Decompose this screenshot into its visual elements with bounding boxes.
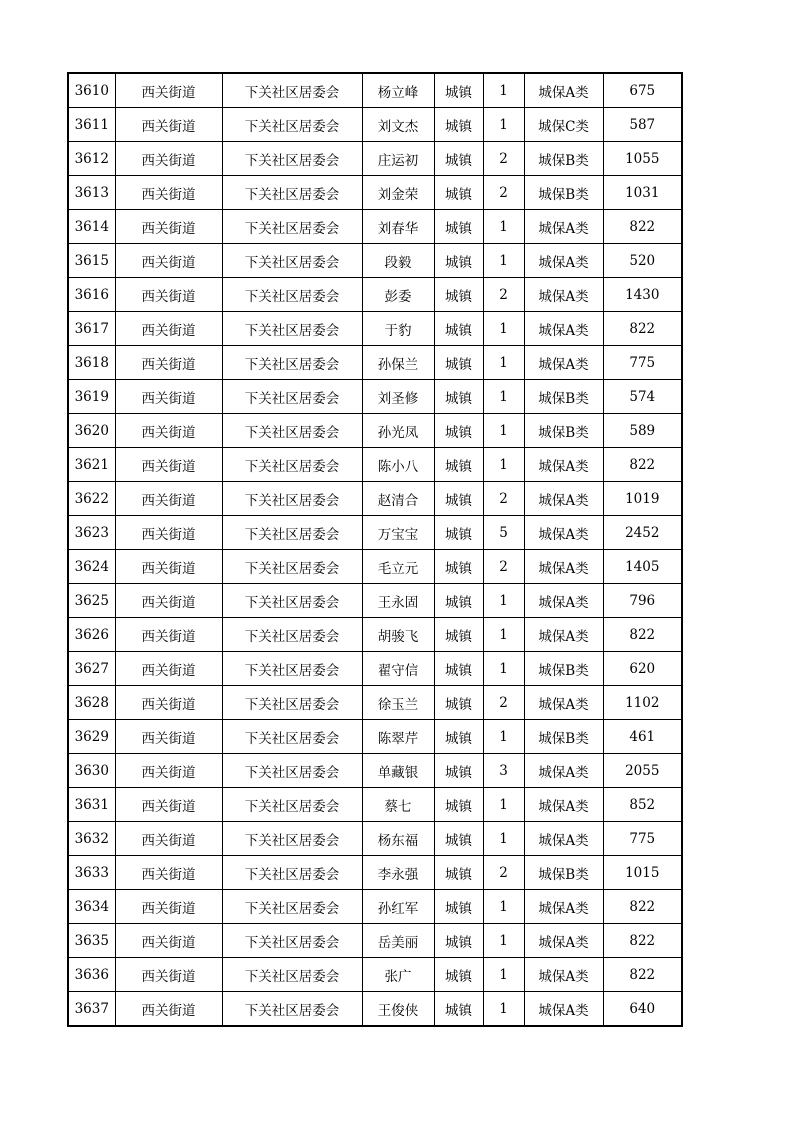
name-cell: 刘金荣 xyxy=(362,176,434,210)
name-cell: 张广 xyxy=(362,958,434,992)
amount-cell: 822 xyxy=(603,618,682,652)
household-count-cell: 1 xyxy=(483,652,524,686)
insurance-category-cell: 城保B类 xyxy=(524,720,603,754)
insurance-category-cell: 城保B类 xyxy=(524,414,603,448)
subdistrict-cell: 西关街道 xyxy=(115,142,222,176)
subdistrict-cell: 西关街道 xyxy=(115,822,222,856)
household-count-cell: 1 xyxy=(483,244,524,278)
household-count-cell: 1 xyxy=(483,414,524,448)
community-cell: 下关社区居委会 xyxy=(222,210,362,244)
household-count-cell: 1 xyxy=(483,788,524,822)
name-cell: 陈小八 xyxy=(362,448,434,482)
row-number-cell: 3630 xyxy=(68,754,115,788)
row-number-cell: 3611 xyxy=(68,108,115,142)
table-row xyxy=(68,856,682,890)
household-count-cell: 1 xyxy=(483,73,524,108)
table-row xyxy=(68,924,682,958)
data-table xyxy=(67,72,683,1027)
insurance-category-cell: 城保A类 xyxy=(524,73,603,108)
row-number-cell: 3615 xyxy=(68,244,115,278)
amount-cell: 796 xyxy=(603,584,682,618)
amount-cell: 1031 xyxy=(603,176,682,210)
area-type-cell: 城镇 xyxy=(434,958,483,992)
household-count-cell: 1 xyxy=(483,380,524,414)
table-row xyxy=(68,448,682,482)
subdistrict-cell: 西关街道 xyxy=(115,958,222,992)
community-cell: 下关社区居委会 xyxy=(222,720,362,754)
household-count-cell: 1 xyxy=(483,924,524,958)
name-cell: 段毅 xyxy=(362,244,434,278)
household-count-cell: 1 xyxy=(483,448,524,482)
community-cell: 下关社区居委会 xyxy=(222,516,362,550)
name-cell: 徐玉兰 xyxy=(362,686,434,720)
insurance-category-cell: 城保A类 xyxy=(524,312,603,346)
row-number-cell: 3622 xyxy=(68,482,115,516)
subdistrict-cell: 西关街道 xyxy=(115,73,222,108)
community-cell: 下关社区居委会 xyxy=(222,73,362,108)
subdistrict-cell: 西关街道 xyxy=(115,856,222,890)
insurance-category-cell: 城保A类 xyxy=(524,992,603,1027)
subdistrict-cell: 西关街道 xyxy=(115,788,222,822)
subdistrict-cell: 西关街道 xyxy=(115,652,222,686)
community-cell: 下关社区居委会 xyxy=(222,754,362,788)
table-row xyxy=(68,754,682,788)
subdistrict-cell: 西关街道 xyxy=(115,312,222,346)
amount-cell: 822 xyxy=(603,312,682,346)
amount-cell: 822 xyxy=(603,958,682,992)
subdistrict-cell: 西关街道 xyxy=(115,924,222,958)
table-row xyxy=(68,822,682,856)
name-cell: 李永强 xyxy=(362,856,434,890)
community-cell: 下关社区居委会 xyxy=(222,482,362,516)
table-row xyxy=(68,414,682,448)
row-number-cell: 3635 xyxy=(68,924,115,958)
insurance-category-cell: 城保A类 xyxy=(524,550,603,584)
amount-cell: 822 xyxy=(603,924,682,958)
insurance-category-cell: 城保A类 xyxy=(524,278,603,312)
area-type-cell: 城镇 xyxy=(434,346,483,380)
area-type-cell: 城镇 xyxy=(434,550,483,584)
amount-cell: 1102 xyxy=(603,686,682,720)
row-number-cell: 3626 xyxy=(68,618,115,652)
row-number-cell: 3616 xyxy=(68,278,115,312)
household-count-cell: 2 xyxy=(483,176,524,210)
area-type-cell: 城镇 xyxy=(434,754,483,788)
row-number-cell: 3624 xyxy=(68,550,115,584)
household-count-cell: 1 xyxy=(483,992,524,1027)
name-cell: 孙保兰 xyxy=(362,346,434,380)
household-count-cell: 2 xyxy=(483,142,524,176)
community-cell: 下关社区居委会 xyxy=(222,992,362,1027)
row-number-cell: 3621 xyxy=(68,448,115,482)
area-type-cell: 城镇 xyxy=(434,992,483,1027)
table-row xyxy=(68,516,682,550)
subdistrict-cell: 西关街道 xyxy=(115,516,222,550)
subdistrict-cell: 西关街道 xyxy=(115,890,222,924)
amount-cell: 1055 xyxy=(603,142,682,176)
amount-cell: 574 xyxy=(603,380,682,414)
community-cell: 下关社区居委会 xyxy=(222,686,362,720)
area-type-cell: 城镇 xyxy=(434,822,483,856)
household-count-cell: 2 xyxy=(483,686,524,720)
area-type-cell: 城镇 xyxy=(434,108,483,142)
table-row xyxy=(68,686,682,720)
community-cell: 下关社区居委会 xyxy=(222,890,362,924)
row-number-cell: 3614 xyxy=(68,210,115,244)
household-count-cell: 5 xyxy=(483,516,524,550)
row-number-cell: 3617 xyxy=(68,312,115,346)
table-row xyxy=(68,142,682,176)
community-cell: 下关社区居委会 xyxy=(222,652,362,686)
area-type-cell: 城镇 xyxy=(434,142,483,176)
insurance-category-cell: 城保A类 xyxy=(524,958,603,992)
subdistrict-cell: 西关街道 xyxy=(115,210,222,244)
name-cell: 刘文杰 xyxy=(362,108,434,142)
name-cell: 于豹 xyxy=(362,312,434,346)
household-count-cell: 2 xyxy=(483,278,524,312)
amount-cell: 640 xyxy=(603,992,682,1027)
row-number-cell: 3618 xyxy=(68,346,115,380)
subdistrict-cell: 西关街道 xyxy=(115,278,222,312)
amount-cell: 852 xyxy=(603,788,682,822)
table-row xyxy=(68,788,682,822)
table-row xyxy=(68,346,682,380)
household-count-cell: 1 xyxy=(483,108,524,142)
amount-cell: 520 xyxy=(603,244,682,278)
name-cell: 陈翠芹 xyxy=(362,720,434,754)
table-row xyxy=(68,618,682,652)
insurance-category-cell: 城保A类 xyxy=(524,482,603,516)
amount-cell: 2055 xyxy=(603,754,682,788)
community-cell: 下关社区居委会 xyxy=(222,618,362,652)
name-cell: 庄运初 xyxy=(362,142,434,176)
insurance-category-cell: 城保B类 xyxy=(524,380,603,414)
insurance-category-cell: 城保A类 xyxy=(524,754,603,788)
name-cell: 翟守信 xyxy=(362,652,434,686)
subdistrict-cell: 西关街道 xyxy=(115,686,222,720)
table-row xyxy=(68,958,682,992)
name-cell: 岳美丽 xyxy=(362,924,434,958)
subdistrict-cell: 西关街道 xyxy=(115,618,222,652)
household-count-cell: 1 xyxy=(483,312,524,346)
table-row xyxy=(68,73,682,108)
amount-cell: 461 xyxy=(603,720,682,754)
household-count-cell: 1 xyxy=(483,958,524,992)
subdistrict-cell: 西关街道 xyxy=(115,244,222,278)
amount-cell: 1430 xyxy=(603,278,682,312)
amount-cell: 775 xyxy=(603,822,682,856)
row-number-cell: 3627 xyxy=(68,652,115,686)
name-cell: 胡骏飞 xyxy=(362,618,434,652)
community-cell: 下关社区居委会 xyxy=(222,856,362,890)
table-row xyxy=(68,550,682,584)
row-number-cell: 3633 xyxy=(68,856,115,890)
amount-cell: 1015 xyxy=(603,856,682,890)
name-cell: 毛立元 xyxy=(362,550,434,584)
row-number-cell: 3631 xyxy=(68,788,115,822)
household-count-cell: 2 xyxy=(483,482,524,516)
row-number-cell: 3625 xyxy=(68,584,115,618)
table-row xyxy=(68,584,682,618)
row-number-cell: 3619 xyxy=(68,380,115,414)
table-row xyxy=(68,312,682,346)
table-row xyxy=(68,108,682,142)
household-count-cell: 2 xyxy=(483,856,524,890)
community-cell: 下关社区居委会 xyxy=(222,176,362,210)
insurance-category-cell: 城保B类 xyxy=(524,176,603,210)
subdistrict-cell: 西关街道 xyxy=(115,176,222,210)
row-number-cell: 3613 xyxy=(68,176,115,210)
insurance-category-cell: 城保A类 xyxy=(524,516,603,550)
area-type-cell: 城镇 xyxy=(434,890,483,924)
table-body xyxy=(68,73,682,1026)
area-type-cell: 城镇 xyxy=(434,176,483,210)
community-cell: 下关社区居委会 xyxy=(222,142,362,176)
area-type-cell: 城镇 xyxy=(434,686,483,720)
area-type-cell: 城镇 xyxy=(434,618,483,652)
table-row xyxy=(68,380,682,414)
household-count-cell: 1 xyxy=(483,890,524,924)
area-type-cell: 城镇 xyxy=(434,73,483,108)
community-cell: 下关社区居委会 xyxy=(222,278,362,312)
name-cell: 王永固 xyxy=(362,584,434,618)
subdistrict-cell: 西关街道 xyxy=(115,720,222,754)
subdistrict-cell: 西关街道 xyxy=(115,992,222,1027)
household-count-cell: 1 xyxy=(483,822,524,856)
insurance-category-cell: 城保B类 xyxy=(524,652,603,686)
amount-cell: 1019 xyxy=(603,482,682,516)
table-row xyxy=(68,992,682,1027)
table-row xyxy=(68,278,682,312)
row-number-cell: 3636 xyxy=(68,958,115,992)
row-number-cell: 3612 xyxy=(68,142,115,176)
amount-cell: 822 xyxy=(603,448,682,482)
area-type-cell: 城镇 xyxy=(434,924,483,958)
row-number-cell: 3610 xyxy=(68,73,115,108)
insurance-category-cell: 城保A类 xyxy=(524,210,603,244)
household-count-cell: 1 xyxy=(483,346,524,380)
table-row xyxy=(68,482,682,516)
row-number-cell: 3637 xyxy=(68,992,115,1027)
row-number-cell: 3632 xyxy=(68,822,115,856)
table-row xyxy=(68,890,682,924)
amount-cell: 2452 xyxy=(603,516,682,550)
amount-cell: 775 xyxy=(603,346,682,380)
name-cell: 杨东福 xyxy=(362,822,434,856)
household-count-cell: 1 xyxy=(483,210,524,244)
area-type-cell: 城镇 xyxy=(434,516,483,550)
row-number-cell: 3620 xyxy=(68,414,115,448)
community-cell: 下关社区居委会 xyxy=(222,958,362,992)
community-cell: 下关社区居委会 xyxy=(222,380,362,414)
subdistrict-cell: 西关街道 xyxy=(115,482,222,516)
amount-cell: 822 xyxy=(603,890,682,924)
community-cell: 下关社区居委会 xyxy=(222,924,362,958)
insurance-category-cell: 城保B类 xyxy=(524,856,603,890)
community-cell: 下关社区居委会 xyxy=(222,346,362,380)
household-count-cell: 1 xyxy=(483,618,524,652)
insurance-category-cell: 城保C类 xyxy=(524,108,603,142)
community-cell: 下关社区居委会 xyxy=(222,550,362,584)
amount-cell: 589 xyxy=(603,414,682,448)
subdistrict-cell: 西关街道 xyxy=(115,346,222,380)
table-row xyxy=(68,652,682,686)
insurance-category-cell: 城保A类 xyxy=(524,584,603,618)
community-cell: 下关社区居委会 xyxy=(222,448,362,482)
area-type-cell: 城镇 xyxy=(434,720,483,754)
row-number-cell: 3623 xyxy=(68,516,115,550)
area-type-cell: 城镇 xyxy=(434,448,483,482)
insurance-category-cell: 城保A类 xyxy=(524,890,603,924)
insurance-category-cell: 城保A类 xyxy=(524,822,603,856)
subdistrict-cell: 西关街道 xyxy=(115,380,222,414)
subdistrict-cell: 西关街道 xyxy=(115,108,222,142)
name-cell: 孙光凤 xyxy=(362,414,434,448)
subdistrict-cell: 西关街道 xyxy=(115,550,222,584)
area-type-cell: 城镇 xyxy=(434,788,483,822)
name-cell: 蔡七 xyxy=(362,788,434,822)
insurance-category-cell: 城保A类 xyxy=(524,346,603,380)
community-cell: 下关社区居委会 xyxy=(222,108,362,142)
table-row xyxy=(68,210,682,244)
insurance-category-cell: 城保A类 xyxy=(524,618,603,652)
name-cell: 王俊侠 xyxy=(362,992,434,1027)
insurance-category-cell: 城保A类 xyxy=(524,686,603,720)
community-cell: 下关社区居委会 xyxy=(222,312,362,346)
community-cell: 下关社区居委会 xyxy=(222,788,362,822)
table-row xyxy=(68,720,682,754)
area-type-cell: 城镇 xyxy=(434,312,483,346)
subdistrict-cell: 西关街道 xyxy=(115,754,222,788)
name-cell: 杨立峰 xyxy=(362,73,434,108)
area-type-cell: 城镇 xyxy=(434,380,483,414)
name-cell: 赵清合 xyxy=(362,482,434,516)
amount-cell: 822 xyxy=(603,210,682,244)
name-cell: 刘春华 xyxy=(362,210,434,244)
name-cell: 孙红军 xyxy=(362,890,434,924)
community-cell: 下关社区居委会 xyxy=(222,584,362,618)
name-cell: 刘圣修 xyxy=(362,380,434,414)
area-type-cell: 城镇 xyxy=(434,856,483,890)
household-count-cell: 1 xyxy=(483,584,524,618)
row-number-cell: 3629 xyxy=(68,720,115,754)
name-cell: 彭委 xyxy=(362,278,434,312)
area-type-cell: 城镇 xyxy=(434,278,483,312)
insurance-category-cell: 城保A类 xyxy=(524,924,603,958)
insurance-category-cell: 城保B类 xyxy=(524,142,603,176)
household-count-cell: 1 xyxy=(483,720,524,754)
area-type-cell: 城镇 xyxy=(434,414,483,448)
insurance-category-cell: 城保A类 xyxy=(524,448,603,482)
amount-cell: 675 xyxy=(603,73,682,108)
insurance-category-cell: 城保A类 xyxy=(524,788,603,822)
community-cell: 下关社区居委会 xyxy=(222,822,362,856)
table-row xyxy=(68,176,682,210)
subdistrict-cell: 西关街道 xyxy=(115,414,222,448)
area-type-cell: 城镇 xyxy=(434,584,483,618)
name-cell: 单藏银 xyxy=(362,754,434,788)
household-count-cell: 2 xyxy=(483,550,524,584)
insurance-category-cell: 城保A类 xyxy=(524,244,603,278)
subdistrict-cell: 西关街道 xyxy=(115,448,222,482)
household-count-cell: 3 xyxy=(483,754,524,788)
amount-cell: 620 xyxy=(603,652,682,686)
amount-cell: 1405 xyxy=(603,550,682,584)
row-number-cell: 3628 xyxy=(68,686,115,720)
name-cell: 万宝宝 xyxy=(362,516,434,550)
area-type-cell: 城镇 xyxy=(434,210,483,244)
amount-cell: 587 xyxy=(603,108,682,142)
community-cell: 下关社区居委会 xyxy=(222,244,362,278)
community-cell: 下关社区居委会 xyxy=(222,414,362,448)
row-number-cell: 3634 xyxy=(68,890,115,924)
area-type-cell: 城镇 xyxy=(434,482,483,516)
subdistrict-cell: 西关街道 xyxy=(115,584,222,618)
table-row xyxy=(68,244,682,278)
area-type-cell: 城镇 xyxy=(434,244,483,278)
area-type-cell: 城镇 xyxy=(434,652,483,686)
